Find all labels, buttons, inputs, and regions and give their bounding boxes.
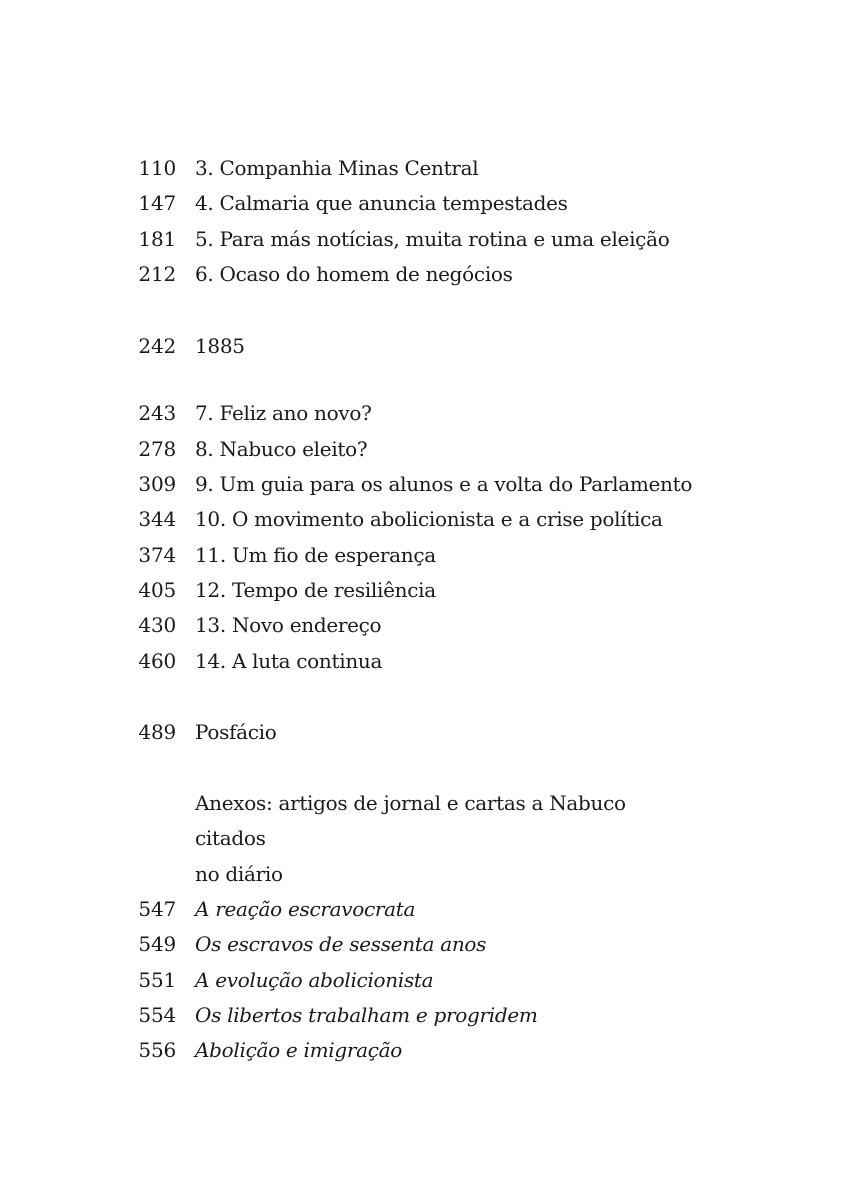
- section-title: Posfácio: [195, 719, 277, 744]
- toc-entry[interactable]: [0, 151, 857, 186]
- annex-title: A reação escravocrata: [195, 897, 416, 922]
- toc-annex-entry[interactable]: [0, 927, 857, 962]
- toc-entry[interactable]: [0, 186, 857, 221]
- page-number: 243: [138, 401, 176, 426]
- chapter-title: 10. O movimento abolicionista e a crise política: [195, 507, 663, 532]
- chapter-title: 14. A luta continua: [195, 648, 383, 673]
- annex-heading: [195, 786, 695, 892]
- section-spacer: [0, 364, 857, 396]
- page-number: 212: [138, 261, 176, 286]
- section-title: 1885: [195, 334, 245, 359]
- page-number: 549: [138, 932, 176, 957]
- page-number: 554: [138, 1002, 176, 1027]
- toc-entry[interactable]: [0, 573, 857, 608]
- page-number: 430: [138, 613, 176, 638]
- chapter-title: 12. Tempo de resiliência: [195, 577, 436, 602]
- page-number: 460: [138, 648, 176, 673]
- page-number: 547: [138, 897, 176, 922]
- annex-heading-line: Anexos: artigos de jornal e cartas a Nabuco citados: [195, 791, 626, 851]
- page-number: 551: [138, 967, 176, 992]
- toc-entry[interactable]: [0, 222, 857, 257]
- page-number: 110: [138, 156, 176, 180]
- toc-entry[interactable]: [0, 502, 857, 537]
- toc-entry[interactable]: [0, 432, 857, 467]
- toc-entry[interactable]: [0, 644, 857, 679]
- section-spacer: [0, 750, 857, 786]
- chapter-title: 5. Para más notícias, muita rotina e uma eleição: [195, 226, 670, 251]
- chapter-title: 8. Nabuco eleito?: [195, 436, 368, 461]
- annex-title: Os escravos de sessenta anos: [195, 932, 487, 957]
- toc-annex-entry[interactable]: [0, 963, 857, 998]
- page-number: 405: [138, 577, 176, 602]
- chapter-title: 13. Novo endereço: [195, 613, 382, 638]
- chapter-title: 11. Um fio de esperança: [195, 542, 436, 567]
- toc-entry[interactable]: [0, 396, 857, 431]
- page-number: 242: [138, 334, 176, 359]
- page-number: 181: [138, 226, 176, 251]
- toc-annex-entry[interactable]: [0, 998, 857, 1033]
- page-number: 489: [138, 719, 176, 744]
- annex-heading-line: no diário: [195, 861, 283, 886]
- toc-annex-entry[interactable]: [0, 1033, 857, 1068]
- page-number: 278: [138, 436, 176, 461]
- annex-title: Os libertos trabalham e progridem: [195, 1002, 538, 1027]
- toc-annex-entry[interactable]: [0, 892, 857, 927]
- toc-entry[interactable]: [0, 608, 857, 643]
- toc-section-entry[interactable]: [0, 715, 857, 750]
- chapter-title: 3. Companhia Minas Central: [195, 156, 479, 180]
- page-number: 344: [138, 507, 176, 532]
- toc-entry[interactable]: [0, 257, 857, 292]
- table-of-contents: [0, 151, 857, 1069]
- page-number: 309: [138, 472, 176, 497]
- chapter-title: 7. Feliz ano novo?: [195, 401, 372, 426]
- toc-entry[interactable]: [0, 467, 857, 502]
- chapter-title: 9. Um guia para os alunos e a volta do Parlamento: [195, 472, 693, 497]
- section-spacer: [0, 292, 857, 329]
- chapter-title: 4. Calmaria que anuncia tempestades: [195, 191, 568, 216]
- section-spacer: [0, 679, 857, 715]
- page-number: 147: [138, 191, 176, 216]
- toc-section-entry[interactable]: [0, 329, 857, 364]
- page-number: 556: [138, 1038, 176, 1063]
- toc-entry[interactable]: [0, 538, 857, 573]
- page-number: 374: [138, 542, 176, 567]
- annex-title: Abolição e imigração: [195, 1038, 403, 1063]
- annex-title: A evolução abolicionista: [195, 967, 434, 992]
- chapter-title: 6. Ocaso do homem de negócios: [195, 261, 513, 286]
